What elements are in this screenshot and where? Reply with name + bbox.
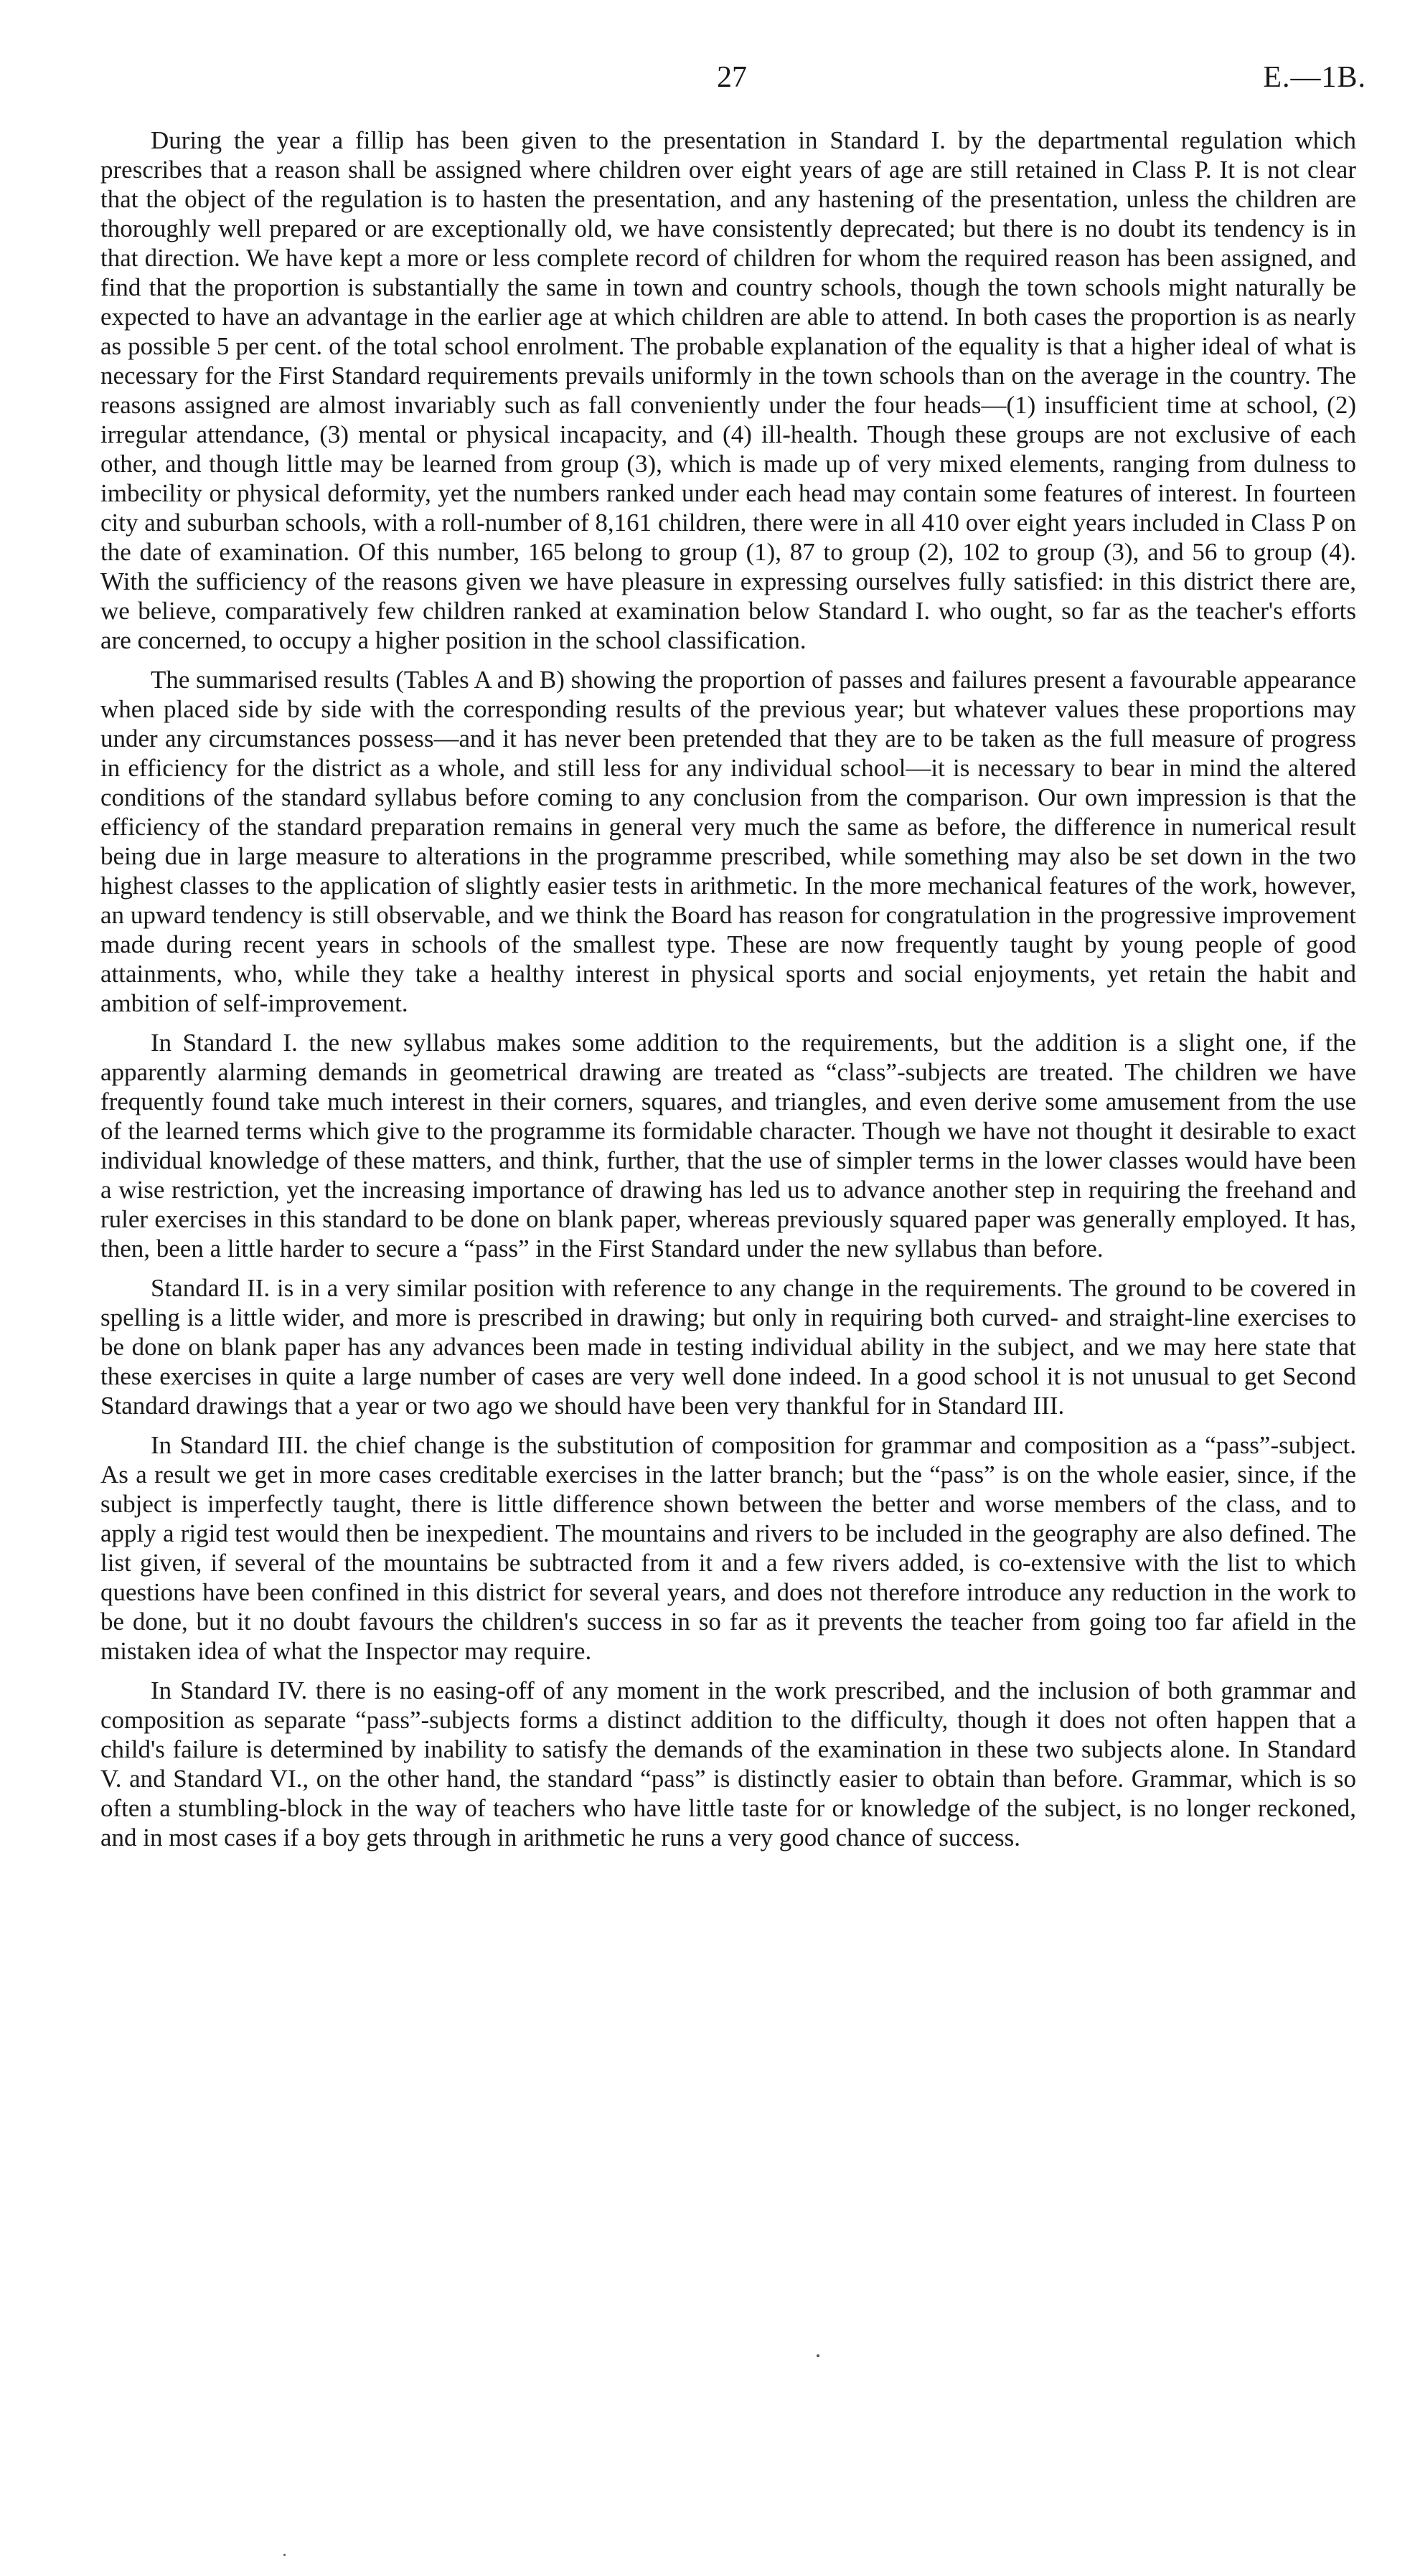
paragraph-standard-ii: Standard II. is in a very similar position with reference to any change in the requirements. The ground to be covered in spelling is a little wider, and more is prescribed in drawing; but only in requiring both curved- and straight-line exercises to be done on blank paper has any advances been made in testing individual ability in the subject, and we may here state that these exercises in quite a large number of cases are very well done indeed. In a good school it is not unusual to get Second Standard drawings that a year or two ago we should have been very thankful for in Standard III. [100, 1274, 1356, 1420]
paragraph-summarised-results: The summarised results (Tables A and B) showing the proportion of passes and failures present a favourable appearance when placed side by side with the corresponding results of the previous year; but whatever values these proportions may under any circumstances possess—and it has never been pretended that they are to be taken as the full measure of progress in efficiency for the district as a whole, and still less for any individual school—it is necessary to bear in mind the altered conditions of the standard syllabus before coming to any conclusion from the comparison. Our own impression is that the efficiency of the standard preparation remains in general very much the same as before, the difference in numerical result being due in large measure to alterations in the programme prescribed, while something may also be set down in the two highest classes to the application of slightly easier tests in arithmetic. In the more mechanical features of the work, however, an upward tendency is still observable, and we think the Board has reason for congratulation in the progressive improvement made during recent years in schools of the smallest type. These are now frequently taught by young people of good attainments, who, while they take a healthy interest in physical sports and social enjoyments, yet retain the habit and ambition of self-improvement. [100, 666, 1356, 1017]
paragraph-standard-iv-vi: In Standard IV. there is no easing-off of any moment in the work prescribed, and the inclusion of both grammar and composition as separate “pass”-subjects forms a distinct addition to the difficulty, though it does not often happen that a child's failure is determined by inability to satisfy the demands of the examination in these two subjects alone. In Standard V. and Standard VI., on the other hand, the standard “pass” is distinctly easier to obtain than before. Grammar, which is so often a stumbling-block in the way of teachers who have little taste for or knowledge of the subject, is no longer reckoned, and in most cases if a boy gets through in arithmetic he runs a very good chance of success. [100, 1676, 1356, 1851]
paragraph-standard-i: In Standard I. the new syllabus makes some addition to the requirements, but the addition is a slight one, if the apparently alarming demands in geometrical drawing are treated as “class”-subjects are treated. The children we have frequently found take much interest in their corners, squares, and triangles, and even derive some amusement from the use of the learned terms which give to the programme its formidable character. Though we have not thought it desirable to exact individual knowledge of these matters, and think, further, that the use of simpler terms in the lower classes would have been a wise restriction, yet the increasing importance of drawing has led us to advance another step in requiring the freehand and ruler exercises in this standard to be done on blank paper, whereas previously squared paper was generally employed. It has, then, been a little harder to secure a “pass” in the First Standard under the new syllabus than before. [100, 1029, 1356, 1263]
document-code: E.—1B. [1263, 61, 1366, 94]
paragraph-standard-iii: In Standard III. the chief change is the substitution of composition for grammar and composition as a “pass”-subject. As a result we get in more cases creditable exercises in the latter branch; but the “pass” is on the whole easier, since, if the subject is imperfectly taught, there is little difference shown between the better and worse members of the class, and to apply a rigid test would then be inexpedient. The mountains and rivers to be included in the geography are also defined. The list given, if several of the mountains be subtracted from it and a few rivers added, is co-extensive with the list to which questions have been confined in this district for several years, and does not therefore introduce any reduction in the work to be done, but it no doubt favours the children's success in so far as it prevents the teacher from going too far afield in the mistaken idea of what the Inspector may require. [100, 1431, 1356, 1665]
page-header [0, 56, 1415, 99]
scan-speck [283, 2554, 286, 2556]
page-number: 27 [717, 61, 747, 94]
scan-speck [817, 2354, 819, 2357]
report-body [100, 126, 1356, 1852]
paragraph-class-p-presentation: During the year a fillip has been given to the presentation in Standard I. by the departmental regulation which prescribes that a reason shall be assigned where children over eight years of age are still retained in Class P. It is not clear that the object of the regulation is to hasten the presentation, and any hastening of the presentation, unless the children are thoroughly well prepared or are exceptionally old, we have consistently deprecated; but there is no doubt its tendency is in that direction. We have kept a more or less complete record of children for whom the required reason has been assigned, and find that the proportion is substantially the same in town and country schools, though the town schools might naturally be expected to have an advantage in the earlier age at which children are able to attend. In both cases the proportion is as nearly as possible 5 per cent. of the total school enrolment. The probable explanation of the equality is that a higher ideal of what is necessary for the First Standard requirements prevails uniformly in the town schools than on the average in the country. The reasons assigned are almost invariably such as fall conveniently under the four heads—(1) insufficient time at school, (2) irregular attendance, (3) mental or physical incapacity, and (4) ill-health. Though these groups are not exclusive of each other, and though little may be learned from group (3), which is made up of very mixed elements, ranging from dulness to imbecility or physical deformity, yet the numbers ranked under each head may contain some features of interest. In fourteen city and suburban schools, with a roll-number of 8,161 children, there were in all 410 over eight years included in Class P on the date of examination. Of this number, 165 belong to group (1), 87 to group (2), 102 to group (3), and 56 to group (4). With the sufficiency of the reasons given we have pleasure in expressing ourselves fully satisfied: in this district there are, we believe, comparatively few children ranked at examination below Standard I. who ought, so far as the teacher's efforts are concerned, to occupy a higher position in the school classification. [100, 126, 1356, 654]
